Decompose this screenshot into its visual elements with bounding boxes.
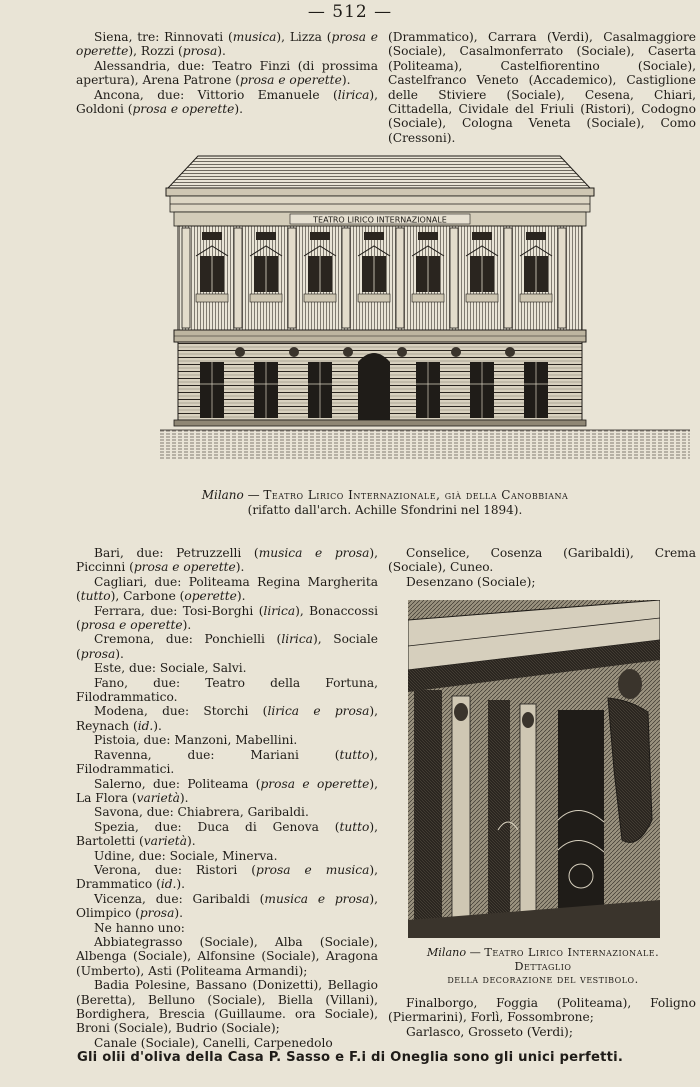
text-paragraph: Siena, tre: Rinnovati (musica), Lizza (prosa e operette), Rozzi (prosa).: [76, 30, 379, 59]
text-paragraph: (Drammatico), Carrara (Verdi), Casalmaggiore (Sociale), Casalmonferrato (Sociale), Caserta (Politeama), Castelfiorentino (Sociale), Castelfranco Veneto (Accademico), Castiglione delle Stiviere (Sociale), Cesena, Chiari, Cittadella, Cividale del Friuli (Ristori), Codogno (Sociale), Cologna Veneta (Sociale), Como (Cressoni).: [388, 30, 696, 145]
text-paragraph: Modena, due: Storchi (lirica e prosa), Reynach (id.).: [76, 704, 378, 733]
text-paragraph: Abbiategrasso (Sociale), Alba (Sociale), Albenga (Sociale), Alfonsine (Sociale), Aragona (Umberto), Asti (Politeama Armandi);: [76, 934, 378, 978]
text-paragraph: Este, due: Sociale, Salvi.: [94, 661, 247, 676]
side-caption-dash: —: [469, 946, 481, 959]
text-paragraph: Ferrara, due: Tosi-Borghi (lirica), Bonaccossi (prosa e operette).: [76, 603, 378, 633]
text-paragraph: Cremona, due: Ponchielli (lirica), Sociale (prosa).: [76, 632, 379, 661]
page-number: — 512 —: [307, 2, 393, 22]
caption-title: Teatro Lirico Internazionale, già della Canobbiana: [263, 488, 569, 502]
text-paragraph: Garlasco, Grosseto (Verdi);: [406, 1024, 573, 1039]
text-paragraph: Verona, due: Ristori (prosa e musica), Drammatico (id.).: [76, 862, 378, 892]
text-column-mid-right: [388, 546, 696, 589]
side-caption-line3: della decorazione del vestibolo.: [447, 973, 639, 986]
vestibule-decoration-illustration: [408, 600, 660, 938]
text-paragraph: Ancona, due: Vittorio Emanuele (lirica), Goldoni (prosa e operette).: [76, 87, 378, 117]
text-paragraph: Bari, due: Petruzzelli (musica e prosa), Piccinni (prosa e operette).: [76, 546, 378, 575]
text-column-top-left: [76, 30, 378, 116]
text-column-top-right: [388, 30, 696, 145]
caption-city: Milano: [201, 488, 244, 502]
text-paragraph: Ne hanno uno:: [94, 920, 185, 935]
text-paragraph: Udine, due: Sociale, Minerva.: [94, 848, 278, 863]
text-column-mid-left: [76, 546, 378, 1050]
facade-sign: TEATRO LIRICO INTERNAZIONALE: [313, 215, 447, 225]
text-paragraph: Canale (Sociale), Canelli, Carpenedolo: [94, 1035, 333, 1050]
text-paragraph: Ravenna, due: Mariani (tutto), Filodrammatici.: [76, 747, 378, 777]
text-paragraph: Fano, due: Teatro della Fortuna, Filodrammatico.: [76, 675, 378, 705]
text-paragraph: Vicenza, due: Garibaldi (musica e prosa), Olimpico (prosa).: [76, 891, 378, 921]
caption-dash: —: [247, 488, 260, 502]
side-caption-title: Teatro Lirico Internazionale.: [484, 946, 660, 959]
text-paragraph: Spezia, due: Duca di Genova (tutto), Bartoletti (varietà).: [76, 819, 378, 849]
main-figure-caption: [120, 488, 650, 518]
advertisement-footer: Gli olii d'oliva della Casa P. Sasso e F.i di Oneglia sono gli unici perfetti.: [76, 1050, 624, 1065]
text-paragraph: Conselice, Cosenza (Garibaldi), Crema (Sociale), Cuneo.: [388, 546, 696, 575]
text-paragraph: Pistoia, due: Manzoni, Mabellini.: [94, 733, 298, 748]
text-paragraph: Desenzano (Sociale);: [406, 574, 536, 589]
side-figure-caption: [393, 946, 693, 987]
text-paragraph: Alessandria, due: Teatro Finzi (di prossima apertura), Arena Patrone (prosa e operette).: [76, 58, 378, 88]
text-paragraph: Finalborgo, Foggia (Politeama), Foligno (Piermarini), Forlì, Fossombrone;: [388, 996, 696, 1025]
theatre-facade-illustration: [160, 148, 690, 480]
text-column-bottom-right: [388, 996, 696, 1039]
side-caption-line2: Dettaglio: [514, 959, 572, 973]
text-paragraph: Salerno, due: Politeama (prosa e operette), La Flora (varietà).: [76, 776, 378, 805]
side-caption-city: Milano: [426, 946, 467, 959]
text-paragraph: Badia Polesine, Bassano (Donizetti), Bellagio (Beretta), Belluno (Sociale), Biella (Villani), Bordighera, Brescia (Guillaume. ora Sociale), Broni (Sociale), Budrio (Sociale);: [76, 978, 378, 1036]
text-paragraph: Cagliari, due: Politeama Regina Margherita (tutto), Carbone (operette).: [76, 574, 378, 604]
caption-subtitle: (rifatto dall'arch. Achille Sfondrini nel 1894).: [247, 503, 523, 517]
text-paragraph: Savona, due: Chiabrera, Garibaldi.: [94, 805, 309, 820]
